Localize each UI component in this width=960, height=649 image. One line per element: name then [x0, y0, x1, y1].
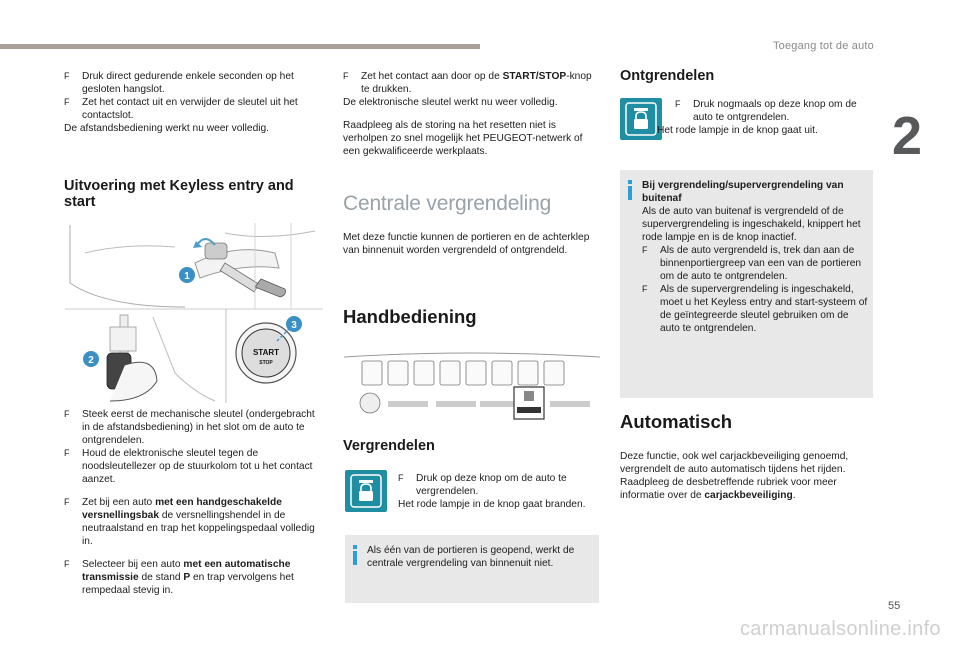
callout-1: 1 [184, 271, 190, 282]
bullet-item: F Als de supervergrendeling is ingeschakeld, moet u het Keyless entry and start-systeem of de geïntegreerde sleutel gebruiken om de auto te ontgrendelen. [642, 284, 868, 334]
unlock-heading: Ontgrendelen [620, 68, 715, 84]
unlock-button [620, 98, 662, 140]
bullet-item: F Druk direct gedurende enkele seconden op het gesloten hangslot. [64, 71, 294, 95]
header-rule [0, 44, 480, 49]
bullet-item: F Als de auto vergrendeld is, trek dan aan de binnenportiergreep van een van de portieren om de auto te ontgrendelen. [642, 245, 862, 282]
automatic-heading: Automatisch [620, 411, 733, 432]
bullet-item: F Selecteer bij een auto met een automatische transmissie de stand P en trap vervolgens het rempedaal stevig in. [64, 559, 294, 596]
bullet-marker: F [64, 559, 70, 569]
bullet-item: F Houd de elektronische sleutel tegen de noodsleutellezer op de stuurkolom tot u het contact aanzet. [64, 448, 313, 485]
bullet-item: F Druk nogmaals op deze knop om de auto te ontgrendelen. [675, 99, 857, 123]
bullet-item: F Druk op deze knop om de auto te vergrendelen. [398, 473, 567, 497]
note-text: Als één van de portieren is geopend, werkt de centrale vergrendeling van binnenuit niet. [367, 545, 575, 569]
bullet-marker: F [398, 473, 404, 483]
padlock-icon [620, 98, 662, 140]
watermark: carmanualsonline.info [740, 618, 941, 640]
padlock-icon [345, 470, 387, 512]
bullet-marker: F [64, 71, 70, 81]
paragraph: Het rode lampje in de knop gaat branden. [398, 499, 586, 510]
bullet-marker: F [675, 99, 681, 109]
paragraph: De afstandsbediening werkt nu weer volledig. [64, 123, 270, 134]
bullet-marker: F [64, 448, 70, 458]
bullet-item: F Zet bij een auto met een handgeschakelde versnellingsbak de versnellingshendel in de neutraalstand en trap het koppelingspedaal volledig in. [64, 497, 315, 547]
bullet-marker: F [64, 409, 70, 419]
paragraph: De elektronische sleutel werkt nu weer volledig. [343, 97, 558, 108]
bullet-item: F Zet het contact uit en verwijder de sleutel uit het contactslot. [64, 97, 298, 121]
stop-label: STOP [259, 360, 273, 366]
chapter-number: 2 [892, 106, 923, 166]
bullet-marker: F [642, 245, 648, 255]
bullet-marker: F [343, 71, 349, 81]
page-number: 55 [888, 600, 901, 612]
info-icon [353, 545, 357, 565]
note-text: Als de auto van buitenaf is vergrendeld of de supervergrendeling is ingeschakeld, knippert het rode lampje en is de knop inactief. [642, 206, 861, 243]
paragraph: Het rode lampje in de knop gaat uit. [657, 125, 818, 136]
column-2 [343, 70, 599, 158]
section-title: Toegang tot de auto [772, 40, 874, 52]
bullet-marker: F [64, 97, 70, 107]
bullet-marker: F [64, 497, 70, 507]
lock-heading: Vergrendelen [343, 438, 435, 454]
paragraph: Met deze functie kunnen de portieren en de achterklep van binnenuit worden vergrendeld of ontgrendeld. [343, 232, 590, 256]
paragraph: Deze functie, ook wel carjackbeveiliging genoemd, vergrendelt de auto automatisch tijdens het rijden. Raadpleeg de desbetreffende rubriek voor meer informatie over de carjackbeveiliging. [620, 451, 849, 501]
bullet-marker: F [642, 284, 648, 294]
bullet-item: F Zet het contact aan door op de START/STOP-knop te drukken. [343, 71, 592, 95]
column-1 [64, 70, 322, 135]
info-note [620, 170, 873, 398]
keyless-heading: Uitvoering met Keyless entry and start [64, 178, 294, 210]
lock-button [345, 470, 387, 512]
paragraph: Raadpleeg als de storing na het resetten niet is verholpen zo snel mogelijk het PEUGEOT-netwerk of een gekwalificeerde werkplaats. [343, 120, 583, 157]
info-icon [628, 180, 632, 200]
bullet-item: F Steek eerst de mechanische sleutel (ondergebracht in de afstandsbediening) in het slot om de auto te ontgrendelen. [64, 409, 315, 446]
callout-2: 2 [88, 355, 94, 366]
keyless-figure [64, 222, 324, 404]
manual-heading: Handbediening [343, 306, 477, 327]
info-note [345, 535, 599, 603]
callout-3: 3 [291, 320, 297, 331]
note-title: Bij vergrendeling/supervergrendeling van buitenaf [642, 180, 844, 204]
start-label: START [252, 348, 280, 357]
central-locking-heading: Centrale vergrendeling [343, 192, 552, 215]
switch-panel-figure [343, 350, 601, 422]
